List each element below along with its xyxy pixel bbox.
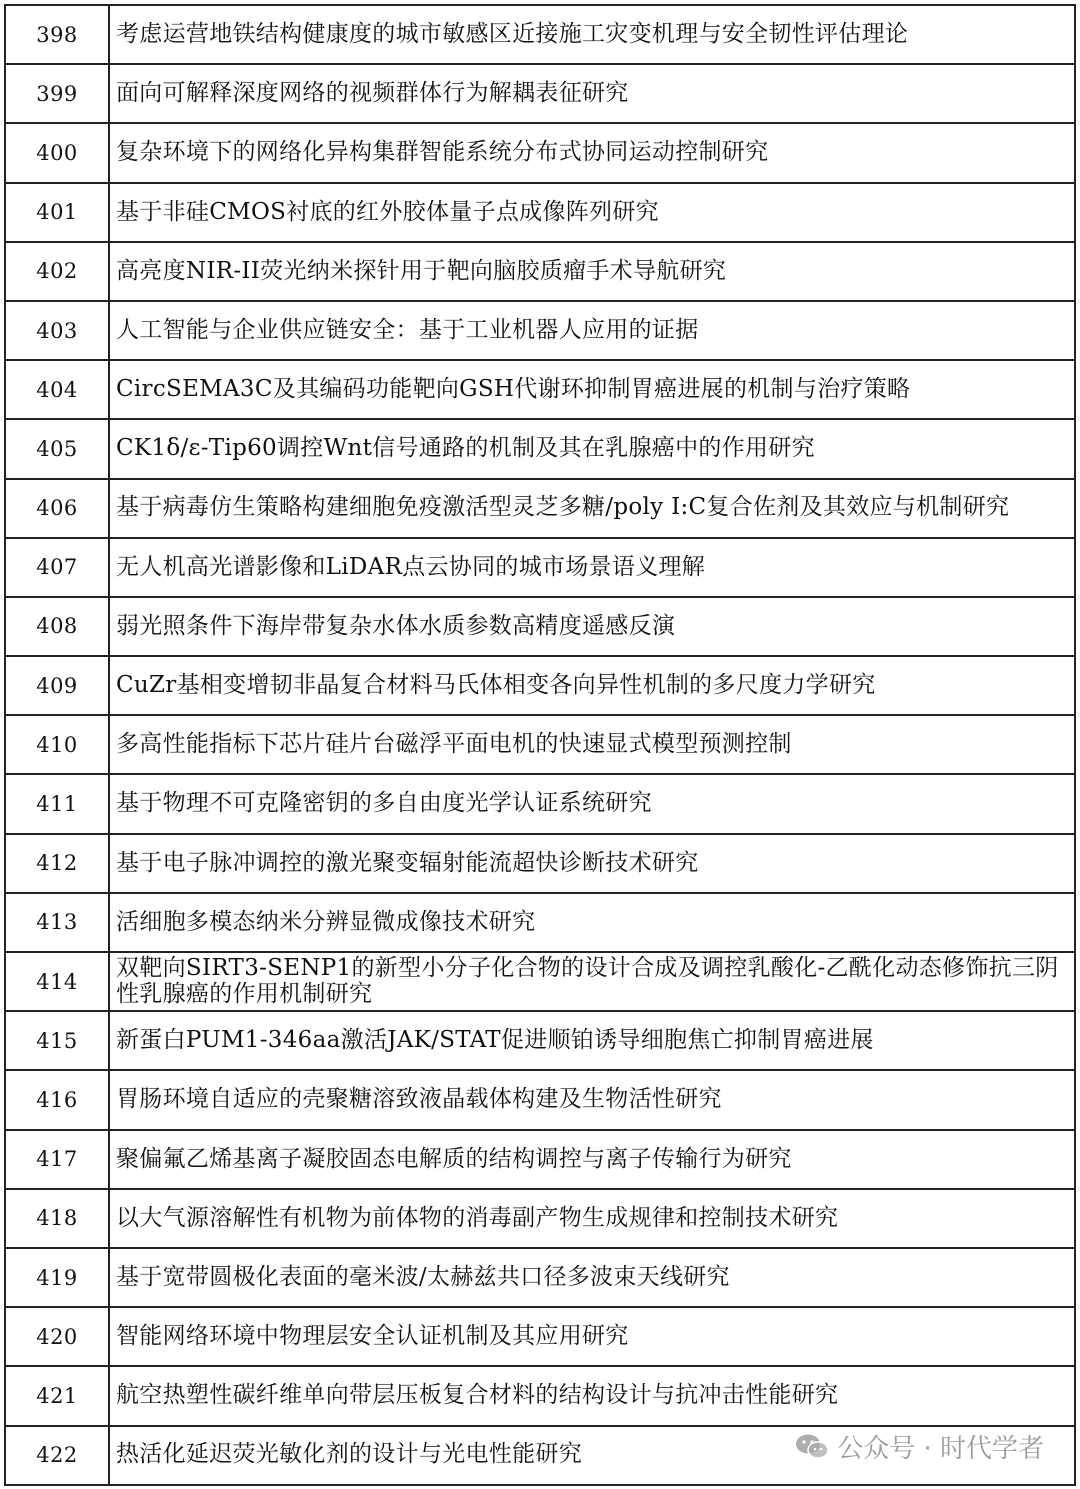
row-number: 416 (6, 1071, 110, 1128)
table-row (6, 65, 1074, 124)
table-row (6, 1190, 1074, 1249)
row-number: 401 (6, 184, 110, 241)
project-title: 基于电子脉冲调控的激光聚变辐射能流超快诊断技术研究 (116, 849, 699, 876)
project-title: 双靶向SIRT3-SENP1的新型小分子化合物的设计合成及调控乳酸化-乙酰化动态修饰抗三阴性乳腺癌的作用机制研究 (116, 955, 1059, 1007)
row-number: 418 (6, 1190, 110, 1247)
project-title: 多高性能指标下芯片硅片台磁浮平面电机的快速显式模型预测控制 (116, 731, 792, 758)
table-row (6, 598, 1074, 657)
table-row (6, 894, 1074, 953)
table-row (6, 953, 1074, 1012)
table-row (6, 1367, 1074, 1426)
project-title: 基于非硅CMOS衬底的红外胶体量子点成像阵列研究 (116, 198, 659, 225)
project-title: 无人机高光谱影像和LiDAR点云协同的城市场景语义理解 (116, 553, 706, 580)
project-title: CuZr基相变增韧非晶复合材料马氏体相变各向异性机制的多尺度力学研究 (116, 672, 876, 698)
table-row (6, 716, 1074, 775)
row-number: 420 (6, 1308, 110, 1365)
project-table (4, 4, 1076, 1486)
project-title: 弱光照条件下海岸带复杂水体水质参数高精度遥感反演 (116, 612, 676, 639)
project-title: 热活化延迟荧光敏化剂的设计与光电性能研究 (116, 1441, 582, 1468)
project-title: CK1δ/ε-Tip60调控Wnt信号通路的机制及其在乳腺癌中的作用研究 (116, 435, 815, 462)
project-title: 智能网络环境中物理层安全认证机制及其应用研究 (116, 1323, 629, 1350)
row-number: 411 (6, 775, 110, 832)
row-number: 412 (6, 835, 110, 892)
table-row (6, 1308, 1074, 1367)
row-number: 403 (6, 302, 110, 359)
table-row (6, 420, 1074, 479)
table-row (6, 184, 1074, 243)
table-row (6, 480, 1074, 539)
row-number: 421 (6, 1367, 110, 1424)
table-row (6, 302, 1074, 361)
row-number: 419 (6, 1249, 110, 1306)
table-row (6, 1131, 1074, 1190)
project-title: 复杂环境下的网络化异构集群智能系统分布式协同运动控制研究 (116, 139, 769, 166)
row-number: 415 (6, 1012, 110, 1069)
table-row (6, 1012, 1074, 1071)
row-number: 398 (6, 6, 110, 63)
row-number: 410 (6, 716, 110, 773)
table-row (6, 1071, 1074, 1130)
row-number: 406 (6, 480, 110, 537)
project-title: 聚偏氟乙烯基离子凝胶固态电解质的结构调控与离子传输行为研究 (116, 1145, 792, 1172)
table-row (6, 1249, 1074, 1308)
row-number: 413 (6, 894, 110, 951)
row-number: 409 (6, 657, 110, 714)
project-title: 活细胞多模态纳米分辨显微成像技术研究 (116, 908, 536, 935)
project-title: 以大气源溶解性有机物为前体物的消毒副产物生成规律和控制技术研究 (116, 1204, 839, 1231)
table-row (6, 1427, 1074, 1486)
table-row (6, 835, 1074, 894)
project-title: 基于病毒仿生策略构建细胞免疫激活型灵芝多糖/poly I:C复合佐剂及其效应与机制研究 (116, 494, 1010, 521)
project-title: 基于宽带圆极化表面的毫米波/太赫兹共口径多波束天线研究 (116, 1263, 730, 1290)
project-title: 新蛋白PUM1-346aa激活JAK/STAT促进顺铂诱导细胞焦亡抑制胃癌进展 (116, 1027, 874, 1054)
row-number: 414 (6, 953, 110, 1010)
project-title: 人工智能与企业供应链安全：基于工业机器人应用的证据 (116, 316, 699, 343)
row-number: 408 (6, 598, 110, 655)
table-row (6, 243, 1074, 302)
table-row (6, 6, 1074, 65)
row-number: 407 (6, 539, 110, 596)
row-number: 404 (6, 361, 110, 418)
project-title: 面向可解释深度网络的视频群体行为解耦表征研究 (116, 80, 629, 107)
row-number: 405 (6, 420, 110, 477)
table-row (6, 539, 1074, 598)
row-number: 400 (6, 124, 110, 181)
row-number: 422 (6, 1427, 110, 1484)
project-title: 基于物理不可克隆密钥的多自由度光学认证系统研究 (116, 790, 652, 817)
table-row (6, 657, 1074, 716)
table-row (6, 124, 1074, 183)
row-number: 417 (6, 1131, 110, 1188)
row-number: 399 (6, 65, 110, 122)
project-title: 胃肠环境自适应的壳聚糖溶致液晶载体构建及生物活性研究 (116, 1086, 722, 1113)
row-number: 402 (6, 243, 110, 300)
watermark-text: 公众号 · 时代学者 (837, 1434, 1044, 1464)
table-row (6, 775, 1074, 834)
project-title: 航空热塑性碳纤维单向带层压板复合材料的结构设计与抗冲击性能研究 (116, 1382, 839, 1409)
table-row (6, 361, 1074, 420)
project-title: CircSEMA3C及其编码功能靶向GSH代谢环抑制胃癌进展的机制与治疗策略 (116, 376, 911, 403)
project-title: 考虑运营地铁结构健康度的城市敏感区近接施工灾变机理与安全韧性评估理论 (116, 20, 909, 47)
project-title: 高亮度NIR-II荧光纳米探针用于靶向脑胶质瘤手术导航研究 (116, 257, 727, 284)
